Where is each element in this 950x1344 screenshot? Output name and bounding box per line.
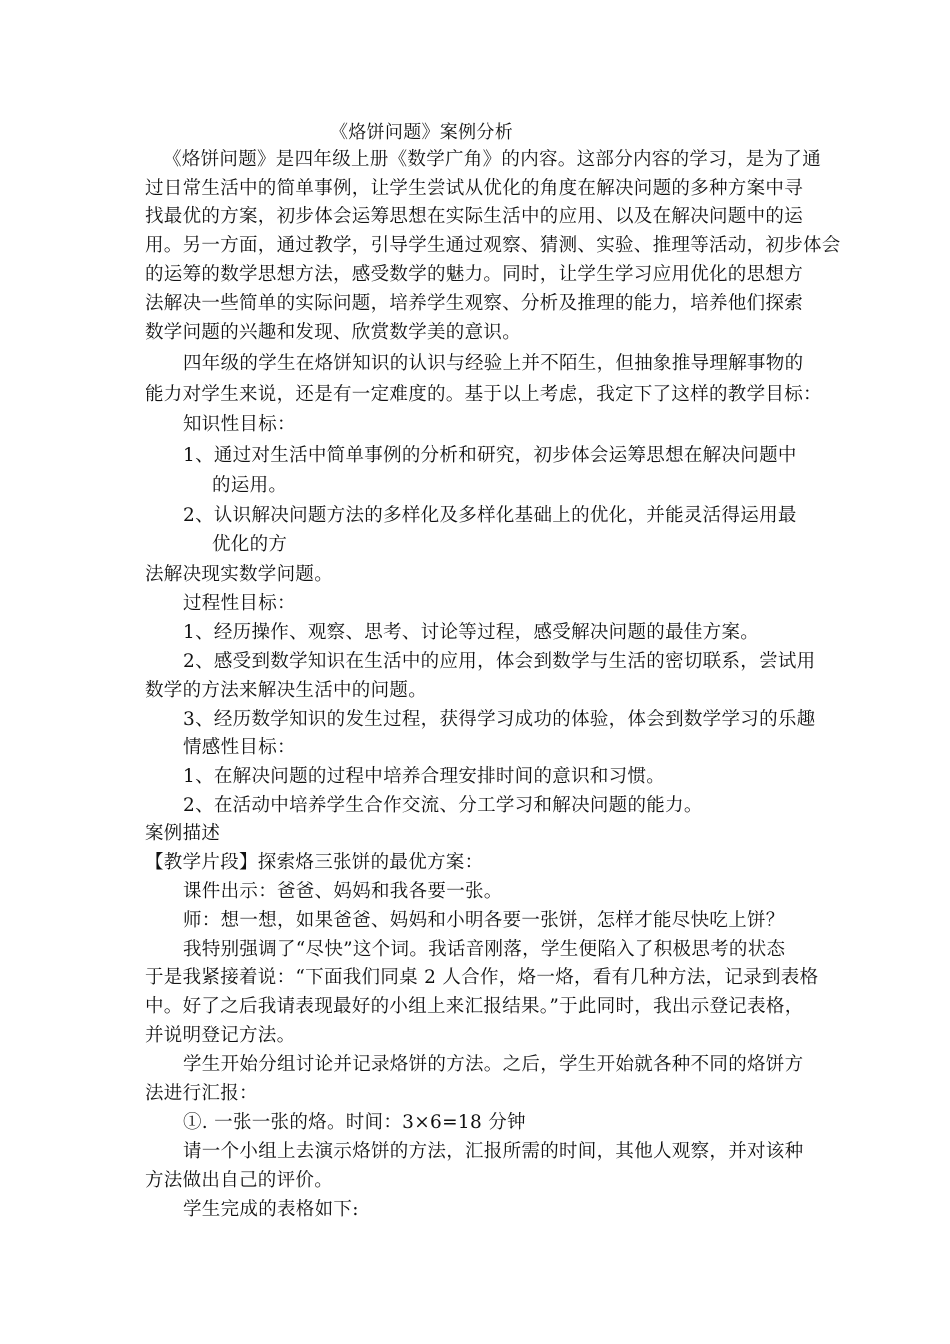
paragraph-line: 法进行汇报： [145, 1083, 258, 1104]
paragraph-line: 课件出示：爸爸、妈妈和我各要一张。 [183, 881, 503, 902]
paragraph-line: 并说明登记方法。 [145, 1025, 296, 1046]
list-item: 1、在解决问题的过程中培养合理安排时间的意识和习惯。 [183, 766, 666, 787]
section-heading: 知识性目标： [183, 414, 296, 435]
list-item: 2、认识解决问题方法的多样化及多样化基础上的优化，并能灵活得运用最 [183, 505, 797, 526]
list-item-continuation: 法解决现实数学问题。 [145, 564, 334, 585]
paragraph-line: 学生完成的表格如下: [183, 1199, 359, 1220]
section-heading: 过程性目标： [183, 593, 296, 614]
list-item-continuation: 优化的方 [212, 534, 288, 555]
paragraph-line: 数学问题的兴趣和发现、欣赏数学美的意识。 [145, 322, 522, 343]
paragraph-line: 《烙饼问题》是四年级上册《数学广角》的内容。这部分内容的学习，是为了通 [163, 149, 822, 170]
paragraph-line: 的运筹的数学思想方法，感受数学的魅力。同时，让学生学习应用优化的思想方 [145, 264, 804, 285]
paragraph-line: ①. 一张一张的烙。时间：3×6=18 分钟 [183, 1112, 526, 1133]
section-heading: 案例描述 [145, 823, 221, 844]
paragraph-line: 能力对学生来说，还是有一定难度的。基于以上考虑，我定下了这样的教学目标： [145, 384, 822, 405]
list-item-continuation: 数学的方法来解决生活中的问题。 [145, 680, 428, 701]
list-item: 1、经历操作、观察、思考、讨论等过程，感受解决问题的最佳方案。 [183, 622, 760, 643]
section-heading: 情感性目标： [183, 737, 296, 758]
paragraph-line: 方法做出自己的评价。 [145, 1170, 334, 1191]
list-item: 1、通过对生活中简单事例的分析和研究，初步体会运筹思想在解决问题中 [183, 445, 797, 466]
paragraph-line: 中。好了之后我请表现最好的小组上来汇报结果。”于此同时，我出示登记表格， [145, 996, 804, 1017]
list-item-continuation: 的运用。 [212, 475, 288, 496]
paragraph-line: 四年级的学生在烙饼知识的认识与经验上并不陌生，但抽象推导理解事物的 [183, 353, 804, 374]
paragraph-line: 用。另一方面，通过教学，引导学生通过观察、猜测、实验、推理等活动，初步体会 [145, 235, 841, 256]
list-item: 2、感受到数学知识在生活中的应用，体会到数学与生活的密切联系，尝试用 [183, 651, 816, 672]
paragraph-line: 请一个小组上去演示烙饼的方法，汇报所需的时间，其他人观察，并对该种 [183, 1141, 804, 1162]
paragraph-line: 法解决一些简单的实际问题，培养学生观察、分析及推理的能力，培养他们探索 [145, 293, 804, 314]
paragraph-line: 师：想一想，如果爸爸、妈妈和小明各要一张饼，怎样才能尽快吃上饼？ [183, 910, 785, 931]
paragraph-line: 于是我紧接着说：“下面我们同桌 2 人合作，烙一烙，看有几种方法，记录到表格 [145, 967, 819, 988]
paragraph-line: 我特别强调了“尽快”这个词。我话音刚落，学生便陷入了积极思考的状态 [183, 939, 786, 960]
section-heading: 【教学片段】探索烙三张饼的最优方案： [145, 852, 484, 873]
list-item: 3、经历数学知识的发生过程，获得学习成功的体验，体会到数学学习的乐趣 [183, 709, 816, 730]
list-item: 2、在活动中培养学生合作交流、分工学习和解决问题的能力。 [183, 795, 703, 816]
paragraph-line: 学生开始分组讨论并记录烙饼的方法。之后，学生开始就各种不同的烙饼方 [183, 1054, 804, 1075]
document-title: 《烙饼问题》案例分析 [330, 122, 513, 143]
paragraph-line: 找最优的方案，初步体会运筹思想在实际生活中的应用、以及在解决问题中的运 [145, 206, 804, 227]
paragraph-line: 过日常生活中的简单事例，让学生尝试从优化的角度在解决问题的多种方案中寻 [145, 178, 804, 199]
